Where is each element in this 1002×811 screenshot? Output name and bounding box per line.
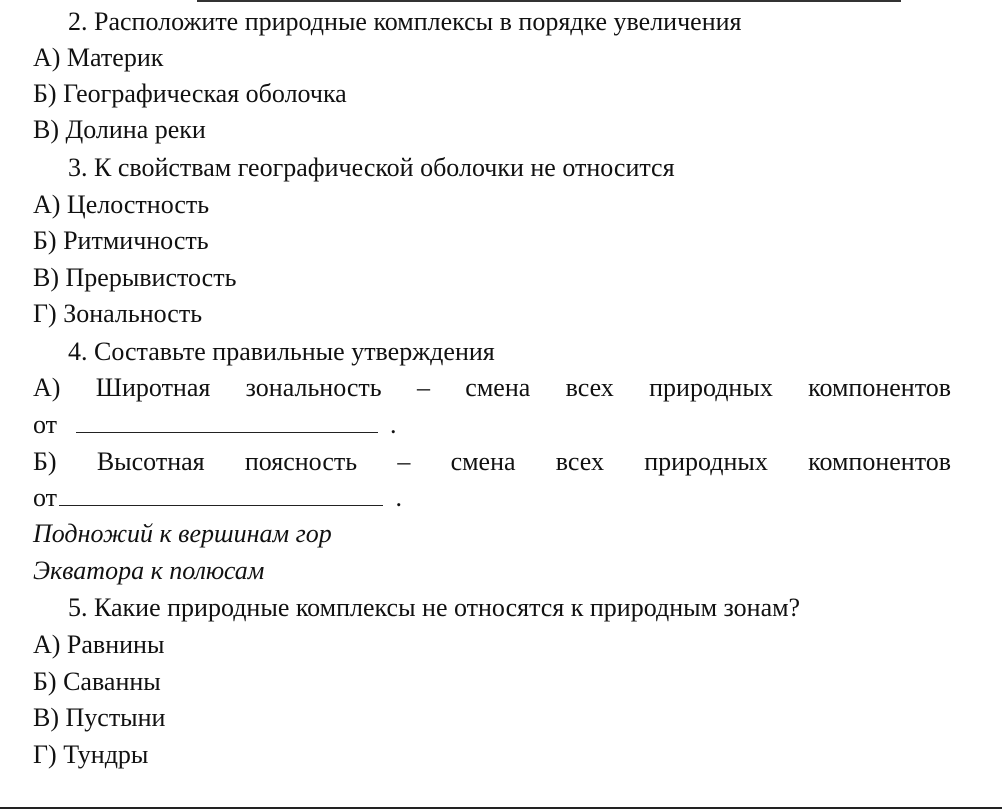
answer-blank-b[interactable] — [59, 483, 383, 506]
q4-statement-b: Б) Высотная поясность – смена всех природных компонентов — [33, 447, 951, 476]
answer-blank-a[interactable] — [76, 410, 378, 433]
q4-statement-a-continuation — [33, 410, 397, 440]
from-label: от — [33, 410, 58, 439]
q2-option-a: А) Материк — [33, 43, 164, 72]
period: . — [390, 410, 397, 439]
from-label: от — [33, 483, 58, 512]
q3-option-d: Г) Зональность — [33, 299, 203, 328]
q2-option-c: В) Долина реки — [33, 115, 206, 144]
question-3-title: 3. К свойствам географической оболочки не относится — [68, 153, 675, 182]
q4-hint-1: Подножий к вершинам гор — [33, 519, 332, 548]
q5-option-a: А) Равнины — [33, 630, 165, 659]
q3-option-b: Б) Ритмичность — [33, 226, 209, 255]
q4-hint-2: Экватора к полюсам — [33, 556, 265, 585]
question-4-title: 4. Составьте правильные утверждения — [68, 337, 495, 366]
q4-statement-b-continuation — [33, 483, 402, 513]
top-rule — [197, 0, 901, 2]
q5-option-c: В) Пустыни — [33, 703, 166, 732]
q5-option-b: Б) Саванны — [33, 667, 161, 696]
q2-option-b: Б) Географическая оболочка — [33, 79, 347, 108]
q4-statement-a: А) Широтная зональность – смена всех природных компонентов — [33, 373, 951, 402]
q3-option-a: А) Целостность — [33, 190, 210, 219]
q5-option-d: Г) Тундры — [33, 740, 149, 769]
question-2-title: 2. Расположите природные комплексы в порядке увеличения — [68, 7, 742, 36]
question-5-title: 5. Какие природные комплексы не относятся к природным зонам? — [68, 593, 801, 622]
period: . — [395, 483, 403, 512]
bottom-rule — [0, 807, 1002, 809]
q3-option-c: В) Прерывистость — [33, 263, 237, 292]
